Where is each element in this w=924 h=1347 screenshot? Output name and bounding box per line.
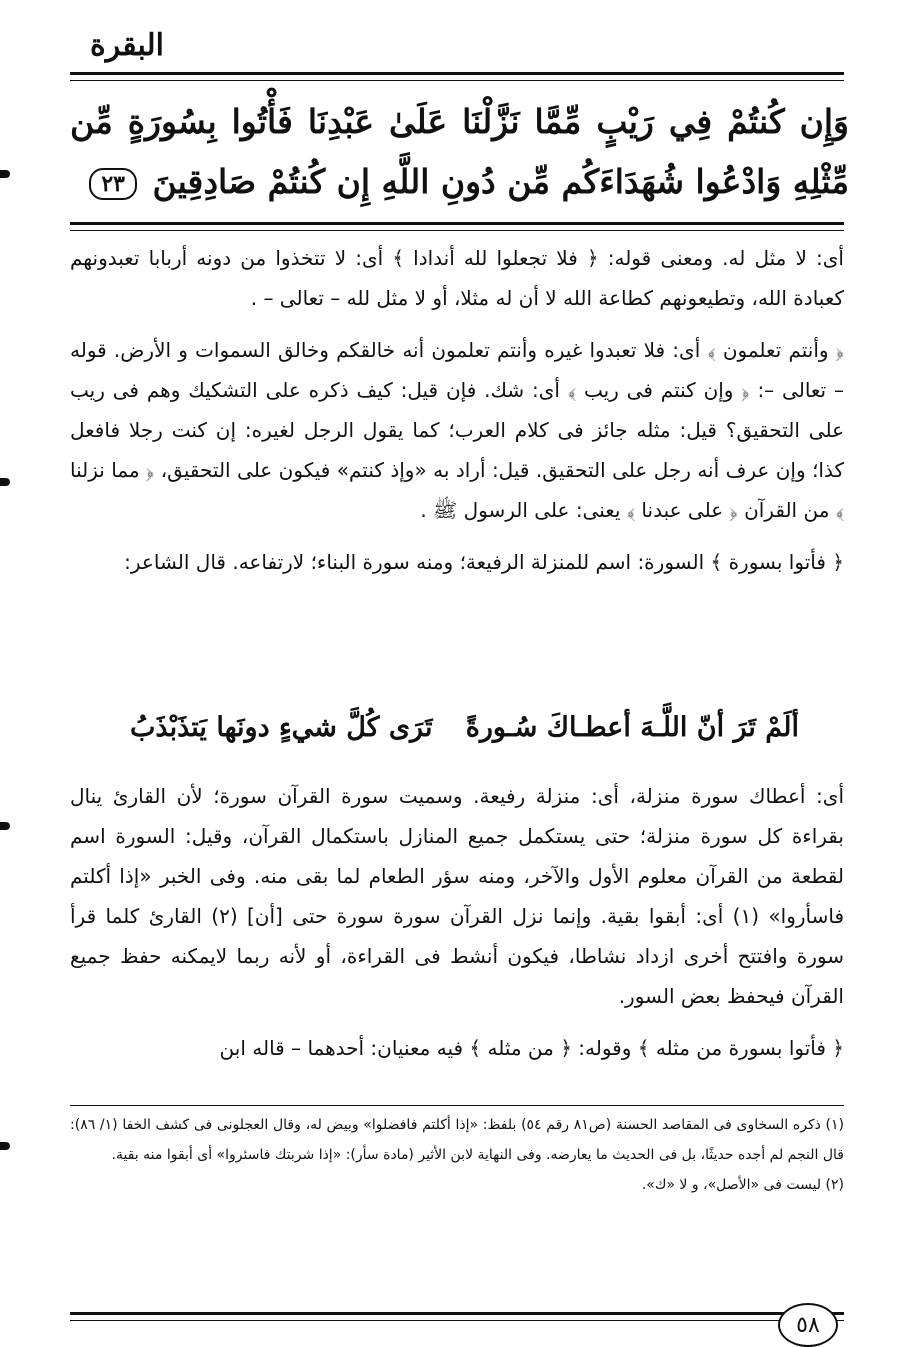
paragraph: أى: أعطاك سورة منزلة، أى: منزلة رفيعة. وسميت سورة القرآن سورة؛ لأن القارئ ينال بقراءة كل سورة منزلة؛ حتى يستكمل جميع المنازل باستكمال القرآن، وقيل: السورة اسم لقطعة من القرآن معلوم الأول والآخر، ومنه سؤر الطعام لما بقى منه. وفى الخبر «إذا أكلتم فاسأروا» (١) أى: أبقوا بقية. وإنما نزل القرآن سورة سورة حتى [أن] (٢) القارئ كلما قرأ سورة وافتتح أخرى ازداد نشاطا، فيكون أنشط فى القراءة، أو لأنه ربما لايمكنه حفظ جميع القرآن فيحفظ بعض السور. xyxy=(70,784,845,1008)
paragraph: ﴿ فأتوا بسورة من مثله ﴾ وقوله: ﴿ من مثله ﴾ فيه معنيان: أحدهما – قاله ابن xyxy=(219,1036,844,1060)
surah-title: البقرة xyxy=(90,28,164,63)
verse-text: وَإِن كُنتُمْ فِي رَيْبٍ مِّمَّا نَزَّلْنَا عَلَىٰ عَبْدِنَا فَأْتُوا بِسُورَةٍ مِّن مِّثْلِهِ وَادْعُوا شُهَدَاءَكُم مِّن دُونِ اللَّهِ إِن كُنتُمْ صَادِقِينَ xyxy=(70,102,849,201)
header-rule-thick xyxy=(70,72,844,75)
margin-marker xyxy=(0,822,10,830)
poem-hemistich-first: ألَمْ تَرَ أنّ اللَّـهَ أعطـاكَ سُـورةً xyxy=(465,712,799,743)
footer-rule-thick xyxy=(70,1312,844,1315)
margin-marker xyxy=(0,170,10,178)
paragraph: أى: لا مثل له. ومعنى قوله: ﴿ فلا تجعلوا لله أندادا ﴾ أى: لا تتخذوا من دونه أربابا تعبدونهم كعبادة الله، وتطيعونهم كطاعة الله لا أن له مثلا، أو لا مثل لله – تعالى – . xyxy=(70,246,844,310)
paragraph: ﴿ وأنتم تعلمون ﴾ أى: فلا تعبدوا غيره وأنتم تعلمون أنه خالقكم وخالق السموات و الأرض. قوله – تعالى –: ﴿ وإن كنتم فى ريب ﴾ أى: شك. فإن قيل: كيف ذكره على التشكيك وهم فى ريب على التحقيق؟ قيل: مثله جائز فى كلام العرب؛ كما يقول الرجل لغيره: إن كنت رجلا فافعل كذا؛ وإن عرف أنه رجل على التحقيق. قيل: أراد به «وإذ كنتم» فيكون على التحقيق، ﴿ مما نزلنا ﴾ من القرآن ﴿ على عبدنا ﴾ يعنى: على الرسول ﷺ . xyxy=(70,338,844,522)
margin-marker xyxy=(0,1142,10,1150)
footer-rule-thin xyxy=(70,1320,844,1321)
commentary-body xyxy=(70,238,844,594)
verse-rule-thick xyxy=(70,222,844,225)
margin-marker xyxy=(0,478,10,486)
ayah-number-badge: ٢٣ xyxy=(89,168,137,200)
footnote: (١) ذكره السخاوى فى المقاصد الحسنة (ص٨١ رقم ٥٤) بلفظ: «إذا أكلتم فافضلوا» وبيض له، وقال العجلونى فى كشف الخفا (١/ ٨٦): قال النجم لم أجده حديثًا، بل فى الحديث ما يعارضه. وفى النهاية لابن الأثير (مادة سأر): «إذا شربتك فاسئروا» أى أبقوا منه بقية. xyxy=(70,1117,844,1163)
poem-hemistich-second: تَرَى كُلَّ شيءٍ دونَها يَتذَبْذَبُ xyxy=(130,712,433,743)
header-rule-thin xyxy=(70,80,844,81)
quran-verse xyxy=(70,92,849,212)
footnote: (٢) ليست فى «الأصل»، و لا «ك». xyxy=(641,1177,844,1193)
poem-verse xyxy=(130,712,799,743)
footnotes xyxy=(70,1110,844,1200)
verse-rule-thin xyxy=(70,230,844,231)
footnote-separator xyxy=(70,1105,844,1106)
commentary-body-continued xyxy=(70,776,844,1080)
page-number: ٥٨ xyxy=(778,1303,838,1347)
paragraph: ﴿ فأتوا بسورة ﴾ السورة: اسم للمنزلة الرفيعة؛ ومنه سورة البناء؛ لارتفاعه. قال الشاعر: xyxy=(124,550,844,574)
